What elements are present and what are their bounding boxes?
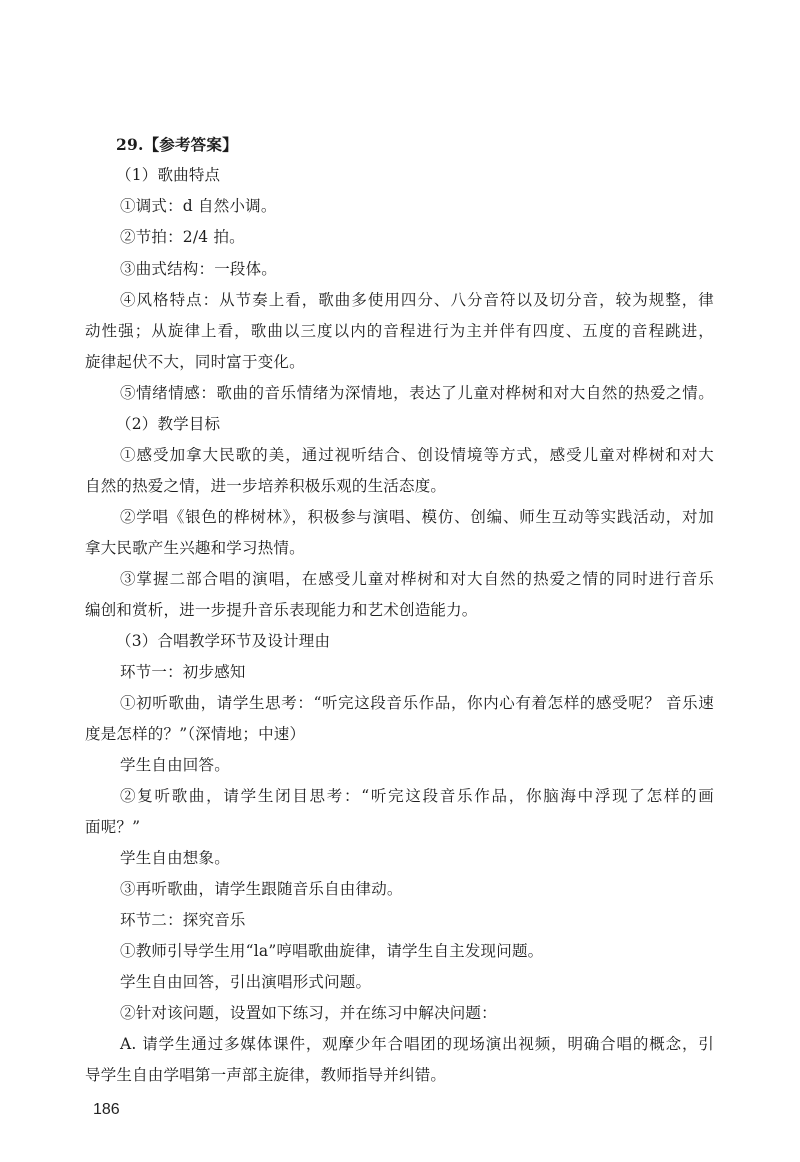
paragraph-line: 动性强；从旋律上看，歌曲以三度以内的音程进行为主并伴有四度、五度的音程跳进， [85, 322, 714, 340]
paragraph-line: ⑤情绪情感：歌曲的音乐情绪为深情地，表达了儿童对桦树和对大自然的热爱之情。 [120, 384, 714, 402]
paragraph-line: 旋律起伏不大，同时富于变化。 [85, 353, 305, 371]
page-number: 186 [93, 1101, 120, 1118]
paragraph-line: ①感受加拿大民歌的美，通过视听结合、创设情境等方式，感受儿童对桦树和对大 [120, 446, 714, 464]
subsection-heading: 环节一：初步感知 [120, 663, 246, 681]
paragraph-line: ③掌握二部合唱的演唱，在感受儿童对桦树和对大自然的热爱之情的同时进行音乐 [120, 570, 714, 588]
subsection-heading: 环节二：探究音乐 [120, 911, 246, 929]
paragraph-line: 编创和赏析，进一步提升音乐表现能力和艺术创造能力。 [85, 601, 478, 619]
paragraph-line: ②学唱《银色的桦树林》，积极参与演唱、模仿、创编、师生互动等实践活动，对加 [120, 508, 714, 526]
paragraph-line: 度是怎样的？”（深情地；中速） [85, 725, 306, 743]
paragraph-line: ③再听歌曲，请学生跟随音乐自由律动。 [120, 880, 403, 898]
paragraph-line: 自然的热爱之情，进一步培养积极乐观的生活态度。 [85, 477, 447, 495]
paragraph-line: ①初听歌曲，请学生思考：“听完这段音乐作品，你内心有着怎样的感受呢？ 音乐速 [120, 694, 714, 712]
paragraph-line: ①教师引导学生用“la”哼唱歌曲旋律，请学生自主发现问题。 [120, 942, 544, 960]
paragraph-line: ②节拍：2/4 拍。 [120, 228, 245, 246]
paragraph-line: 学生自由想象。 [120, 849, 230, 867]
section-heading: （1）歌曲特点 [116, 166, 221, 184]
paragraph-line: 面呢？” [85, 818, 141, 836]
paragraph-line: 学生自由回答，引出演唱形式问题。 [120, 973, 372, 991]
paragraph-line: ④风格特点：从节奏上看，歌曲多使用四分、八分音符以及切分音，较为规整，律 [120, 291, 714, 309]
paragraph-line: ②复听歌曲，请学生闭目思考：“听完这段音乐作品，你脑海中浮现了怎样的画 [120, 787, 714, 805]
section-heading: （3）合唱教学环节及设计理由 [116, 632, 331, 650]
answer-heading: 29.【参考答案】 [116, 135, 238, 154]
paragraph-line: A. 请学生通过多媒体课件，观摩少年合唱团的现场演出视频，明确合唱的概念，引 [120, 1035, 714, 1053]
paragraph-line: ②针对该问题，设置如下练习，并在练习中解决问题： [120, 1004, 497, 1022]
paragraph-line: ①调式：d 自然小调。 [120, 197, 277, 215]
paragraph-line: 导学生自由学唱第一声部主旋律，教师指导并纠错。 [85, 1066, 447, 1084]
paragraph-line: 拿大民歌产生兴趣和学习热情。 [85, 539, 305, 557]
paragraph-line: 学生自由回答。 [120, 756, 230, 774]
paragraph-line: ③曲式结构：一段体。 [120, 260, 278, 278]
section-heading: （2）教学目标 [116, 415, 221, 433]
